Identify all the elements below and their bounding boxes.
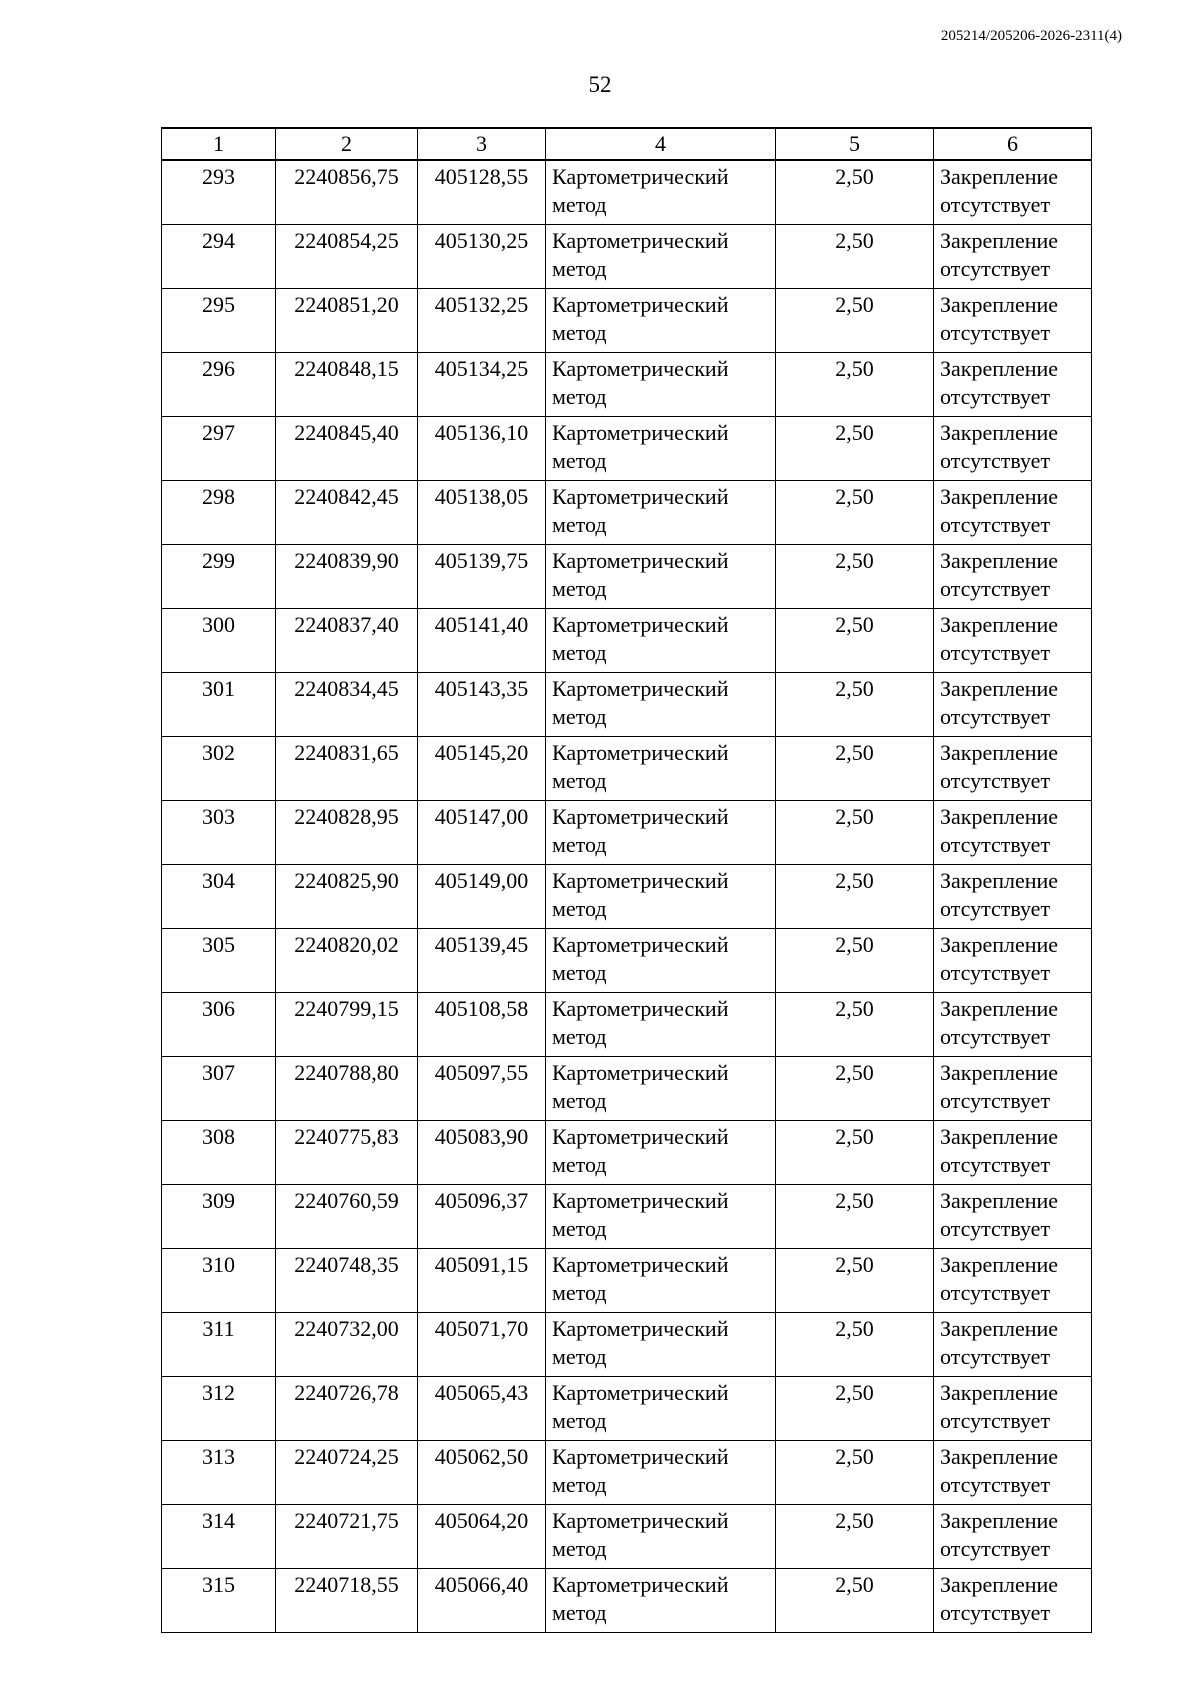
fixation-cell-line-1: Закрепление: [940, 868, 1059, 893]
coordinate-y-cell: 405143,35: [418, 673, 546, 737]
coordinate-y-cell: 405097,55: [418, 1057, 546, 1121]
fixation-cell-line-2: отсутствует: [940, 1408, 1051, 1433]
fixation-cell: [934, 1313, 1092, 1377]
table-row: [162, 1441, 1092, 1505]
table-header: [162, 128, 1092, 160]
precision-cell: 2,50: [776, 417, 934, 481]
method-cell-line-2: метод: [552, 256, 607, 281]
precision-cell: 2,50: [776, 609, 934, 673]
column-header-2: 2: [276, 128, 418, 160]
coordinate-y-cell: 405147,00: [418, 801, 546, 865]
precision-cell: 2,50: [776, 1569, 934, 1633]
method-cell: [546, 865, 776, 929]
fixation-cell: [934, 609, 1092, 673]
method-cell-line-1: Картометрический: [552, 420, 729, 445]
point-number-cell: 295: [162, 289, 276, 353]
fixation-cell-line-1: Закрепление: [940, 484, 1059, 509]
method-cell-line-1: Картометрический: [552, 868, 729, 893]
fixation-cell-line-1: Закрепление: [940, 356, 1059, 381]
fixation-cell-line-2: отсутствует: [940, 1536, 1051, 1561]
method-cell-line-2: метод: [552, 1472, 607, 1497]
point-number-cell: 304: [162, 865, 276, 929]
point-number-cell: 296: [162, 353, 276, 417]
coordinate-y-cell: 405130,25: [418, 225, 546, 289]
coordinate-x-cell: 2240721,75: [276, 1505, 418, 1569]
fixation-cell-line-2: отсутствует: [940, 832, 1051, 857]
method-cell-line-2: метод: [552, 1280, 607, 1305]
coordinate-y-cell: 405066,40: [418, 1569, 546, 1633]
fixation-cell-line-2: отсутствует: [940, 320, 1051, 345]
coordinate-y-cell: 405141,40: [418, 609, 546, 673]
point-number-cell: 293: [162, 160, 276, 225]
method-cell-line-2: метод: [552, 576, 607, 601]
coordinate-y-cell: 405149,00: [418, 865, 546, 929]
coordinate-x-cell: 2240851,20: [276, 289, 418, 353]
precision-cell: 2,50: [776, 225, 934, 289]
fixation-cell: [934, 801, 1092, 865]
coordinate-y-cell: 405071,70: [418, 1313, 546, 1377]
fixation-cell: [934, 225, 1092, 289]
coordinate-x-cell: 2240842,45: [276, 481, 418, 545]
precision-cell: 2,50: [776, 865, 934, 929]
method-cell-line-1: Картометрический: [552, 292, 729, 317]
fixation-cell-line-1: Закрепление: [940, 996, 1059, 1021]
fixation-cell: [934, 417, 1092, 481]
method-cell-line-2: метод: [552, 640, 607, 665]
method-cell-line-2: метод: [552, 1024, 607, 1049]
table-row: [162, 1057, 1092, 1121]
table-row: [162, 417, 1092, 481]
fixation-cell: [934, 1569, 1092, 1633]
coordinate-y-cell: 405083,90: [418, 1121, 546, 1185]
fixation-cell-line-1: Закрепление: [940, 676, 1059, 701]
method-cell-line-2: метод: [552, 832, 607, 857]
coordinate-y-cell: 405108,58: [418, 993, 546, 1057]
table-header-row: [162, 128, 1092, 160]
coordinate-x-cell: 2240724,25: [276, 1441, 418, 1505]
fixation-cell: [934, 1057, 1092, 1121]
table-row: [162, 1185, 1092, 1249]
point-number-cell: 309: [162, 1185, 276, 1249]
method-cell-line-1: Картометрический: [552, 1572, 729, 1597]
coordinate-y-cell: 405065,43: [418, 1377, 546, 1441]
point-number-cell: 294: [162, 225, 276, 289]
fixation-cell: [934, 545, 1092, 609]
coordinate-x-cell: 2240799,15: [276, 993, 418, 1057]
fixation-cell: [934, 673, 1092, 737]
method-cell-line-2: метод: [552, 704, 607, 729]
coordinate-x-cell: 2240834,45: [276, 673, 418, 737]
point-number-cell: 297: [162, 417, 276, 481]
table-row: [162, 1121, 1092, 1185]
method-cell-line-1: Картометрический: [552, 612, 729, 637]
method-cell: [546, 545, 776, 609]
coordinate-x-cell: 2240775,83: [276, 1121, 418, 1185]
method-cell-line-1: Картометрический: [552, 1060, 729, 1085]
coordinate-x-cell: 2240718,55: [276, 1569, 418, 1633]
method-cell: [546, 353, 776, 417]
point-number-cell: 315: [162, 1569, 276, 1633]
method-cell: [546, 801, 776, 865]
method-cell-line-2: метод: [552, 192, 607, 217]
coordinate-y-cell: 405064,20: [418, 1505, 546, 1569]
fixation-cell-line-2: отсутствует: [940, 960, 1051, 985]
point-number-cell: 303: [162, 801, 276, 865]
fixation-cell-line-1: Закрепление: [940, 740, 1059, 765]
table-row: [162, 993, 1092, 1057]
method-cell-line-1: Картометрический: [552, 164, 729, 189]
fixation-cell: [934, 1121, 1092, 1185]
fixation-cell-line-1: Закрепление: [940, 804, 1059, 829]
precision-cell: 2,50: [776, 737, 934, 801]
method-cell: [546, 1057, 776, 1121]
fixation-cell: [934, 737, 1092, 801]
page-number: 52: [588, 72, 612, 97]
method-cell-line-2: метод: [552, 960, 607, 985]
table-row: [162, 1249, 1092, 1313]
method-cell-line-1: Картометрический: [552, 484, 729, 509]
method-cell-line-1: Картометрический: [552, 996, 729, 1021]
table-row: [162, 1313, 1092, 1377]
method-cell: [546, 160, 776, 225]
precision-cell: 2,50: [776, 1185, 934, 1249]
fixation-cell-line-2: отсутствует: [940, 1600, 1051, 1625]
precision-cell: 2,50: [776, 1377, 934, 1441]
point-number-cell: 305: [162, 929, 276, 993]
method-cell: [546, 1505, 776, 1569]
precision-cell: 2,50: [776, 929, 934, 993]
table-row: [162, 225, 1092, 289]
point-number-cell: 306: [162, 993, 276, 1057]
coordinate-x-cell: 2240825,90: [276, 865, 418, 929]
method-cell: [546, 1249, 776, 1313]
method-cell: [546, 417, 776, 481]
method-cell-line-1: Картометрический: [552, 676, 729, 701]
coordinate-x-cell: 2240760,59: [276, 1185, 418, 1249]
coordinate-y-cell: 405138,05: [418, 481, 546, 545]
fixation-cell-line-1: Закрепление: [940, 420, 1059, 445]
precision-cell: 2,50: [776, 353, 934, 417]
coordinate-y-cell: 405134,25: [418, 353, 546, 417]
table-row: [162, 353, 1092, 417]
fixation-cell-line-1: Закрепление: [940, 1060, 1059, 1085]
coordinate-x-cell: 2240848,15: [276, 353, 418, 417]
method-cell-line-1: Картометрический: [552, 740, 729, 765]
document-reference: 205214/205206-2026-2311(4): [940, 28, 1122, 44]
coordinate-y-cell: 405139,45: [418, 929, 546, 993]
method-cell-line-2: метод: [552, 896, 607, 921]
fixation-cell-line-2: отсутствует: [940, 576, 1051, 601]
method-cell-line-1: Картометрический: [552, 1188, 729, 1213]
table-row: [162, 160, 1092, 225]
method-cell: [546, 737, 776, 801]
method-cell-line-2: метод: [552, 1536, 607, 1561]
table-row: [162, 673, 1092, 737]
fixation-cell: [934, 1249, 1092, 1313]
method-cell-line-1: Картометрический: [552, 1508, 729, 1533]
table-row: [162, 737, 1092, 801]
point-number-cell: 300: [162, 609, 276, 673]
method-cell-line-2: метод: [552, 1216, 607, 1241]
method-cell: [546, 1377, 776, 1441]
point-number-cell: 312: [162, 1377, 276, 1441]
fixation-cell-line-2: отсутствует: [940, 704, 1051, 729]
table-row: [162, 801, 1092, 865]
coordinate-x-cell: 2240837,40: [276, 609, 418, 673]
fixation-cell-line-1: Закрепление: [940, 548, 1059, 573]
coordinate-x-cell: 2240856,75: [276, 160, 418, 225]
table-row: [162, 865, 1092, 929]
fixation-cell-line-2: отсутствует: [940, 1216, 1051, 1241]
coordinate-y-cell: 405128,55: [418, 160, 546, 225]
fixation-cell: [934, 481, 1092, 545]
column-header-5: 5: [776, 128, 934, 160]
fixation-cell-line-1: Закрепление: [940, 292, 1059, 317]
coordinate-x-cell: 2240839,90: [276, 545, 418, 609]
fixation-cell-line-1: Закрепление: [940, 1572, 1059, 1597]
table-row: [162, 609, 1092, 673]
coordinate-x-cell: 2240788,80: [276, 1057, 418, 1121]
column-header-1: 1: [162, 128, 276, 160]
method-cell: [546, 1185, 776, 1249]
fixation-cell-line-2: отсутствует: [940, 1280, 1051, 1305]
method-cell-line-1: Картометрический: [552, 548, 729, 573]
coordinate-x-cell: 2240845,40: [276, 417, 418, 481]
coordinate-y-cell: 405096,37: [418, 1185, 546, 1249]
fixation-cell: [934, 929, 1092, 993]
coordinate-x-cell: 2240732,00: [276, 1313, 418, 1377]
precision-cell: 2,50: [776, 1121, 934, 1185]
fixation-cell-line-1: Закрепление: [940, 164, 1059, 189]
precision-cell: 2,50: [776, 1057, 934, 1121]
method-cell: [546, 225, 776, 289]
precision-cell: 2,50: [776, 481, 934, 545]
fixation-cell-line-1: Закрепление: [940, 612, 1059, 637]
fixation-cell: [934, 1377, 1092, 1441]
fixation-cell: [934, 993, 1092, 1057]
fixation-cell-line-1: Закрепление: [940, 932, 1059, 957]
fixation-cell-line-2: отсутствует: [940, 1088, 1051, 1113]
method-cell-line-1: Картометрический: [552, 1380, 729, 1405]
coordinate-y-cell: 405136,10: [418, 417, 546, 481]
table-body: [162, 160, 1092, 1633]
method-cell-line-2: метод: [552, 1152, 607, 1177]
fixation-cell-line-2: отсутствует: [940, 896, 1051, 921]
precision-cell: 2,50: [776, 1249, 934, 1313]
table-row: [162, 545, 1092, 609]
point-number-cell: 314: [162, 1505, 276, 1569]
method-cell-line-2: метод: [552, 1344, 607, 1369]
point-number-cell: 308: [162, 1121, 276, 1185]
table-row: [162, 481, 1092, 545]
method-cell-line-2: метод: [552, 512, 607, 537]
method-cell-line-2: метод: [552, 1408, 607, 1433]
fixation-cell-line-1: Закрепление: [940, 1316, 1059, 1341]
point-number-cell: 311: [162, 1313, 276, 1377]
fixation-cell: [934, 1505, 1092, 1569]
fixation-cell-line-2: отсутствует: [940, 448, 1051, 473]
coordinate-y-cell: 405139,75: [418, 545, 546, 609]
point-number-cell: 313: [162, 1441, 276, 1505]
method-cell-line-1: Картометрический: [552, 356, 729, 381]
method-cell: [546, 1121, 776, 1185]
fixation-cell-line-2: отсутствует: [940, 1152, 1051, 1177]
point-number-cell: 299: [162, 545, 276, 609]
method-cell: [546, 1313, 776, 1377]
point-number-cell: 298: [162, 481, 276, 545]
coordinate-x-cell: 2240726,78: [276, 1377, 418, 1441]
fixation-cell-line-2: отсутствует: [940, 1344, 1051, 1369]
coordinate-y-cell: 405145,20: [418, 737, 546, 801]
fixation-cell-line-1: Закрепление: [940, 228, 1059, 253]
table-row: [162, 1505, 1092, 1569]
method-cell: [546, 609, 776, 673]
fixation-cell: [934, 353, 1092, 417]
fixation-cell: [934, 160, 1092, 225]
fixation-cell: [934, 1441, 1092, 1505]
precision-cell: 2,50: [776, 160, 934, 225]
fixation-cell-line-2: отсутствует: [940, 768, 1051, 793]
method-cell-line-1: Картометрический: [552, 1124, 729, 1149]
method-cell: [546, 673, 776, 737]
fixation-cell-line-1: Закрепление: [940, 1444, 1059, 1469]
precision-cell: 2,50: [776, 673, 934, 737]
fixation-cell: [934, 1185, 1092, 1249]
fixation-cell-line-2: отсутствует: [940, 192, 1051, 217]
method-cell: [546, 289, 776, 353]
precision-cell: 2,50: [776, 1441, 934, 1505]
table-row: [162, 1569, 1092, 1633]
method-cell-line-2: метод: [552, 1088, 607, 1113]
coordinate-x-cell: 2240828,95: [276, 801, 418, 865]
fixation-cell-line-1: Закрепление: [940, 1124, 1059, 1149]
method-cell: [546, 1441, 776, 1505]
precision-cell: 2,50: [776, 1505, 934, 1569]
fixation-cell-line-2: отсутствует: [940, 1024, 1051, 1049]
fixation-cell-line-2: отсутствует: [940, 256, 1051, 281]
fixation-cell-line-1: Закрепление: [940, 1508, 1059, 1533]
method-cell-line-1: Картометрический: [552, 932, 729, 957]
method-cell-line-1: Картометрический: [552, 228, 729, 253]
fixation-cell-line-1: Закрепление: [940, 1188, 1059, 1213]
point-number-cell: 302: [162, 737, 276, 801]
method-cell: [546, 481, 776, 545]
coordinate-x-cell: 2240831,65: [276, 737, 418, 801]
table-row: [162, 929, 1092, 993]
column-header-6: 6: [934, 128, 1092, 160]
method-cell-line-2: метод: [552, 1600, 607, 1625]
method-cell-line-1: Картометрический: [552, 1444, 729, 1469]
coordinates-table: [161, 127, 1092, 1633]
method-cell-line-1: Картометрический: [552, 1316, 729, 1341]
precision-cell: 2,50: [776, 993, 934, 1057]
coordinate-y-cell: 405062,50: [418, 1441, 546, 1505]
coordinate-x-cell: 2240854,25: [276, 225, 418, 289]
precision-cell: 2,50: [776, 801, 934, 865]
point-number-cell: 307: [162, 1057, 276, 1121]
fixation-cell-line-1: Закрепление: [940, 1252, 1059, 1277]
precision-cell: 2,50: [776, 1313, 934, 1377]
method-cell: [546, 993, 776, 1057]
method-cell-line-2: метод: [552, 448, 607, 473]
method-cell-line-2: метод: [552, 768, 607, 793]
fixation-cell: [934, 289, 1092, 353]
fixation-cell-line-1: Закрепление: [940, 1380, 1059, 1405]
column-header-3: 3: [418, 128, 546, 160]
fixation-cell-line-2: отсутствует: [940, 384, 1051, 409]
method-cell-line-2: метод: [552, 320, 607, 345]
method-cell: [546, 929, 776, 993]
coordinate-x-cell: 2240820,02: [276, 929, 418, 993]
fixation-cell-line-2: отсутствует: [940, 512, 1051, 537]
method-cell-line-2: метод: [552, 384, 607, 409]
fixation-cell: [934, 865, 1092, 929]
precision-cell: 2,50: [776, 289, 934, 353]
precision-cell: 2,50: [776, 545, 934, 609]
method-cell-line-1: Картометрический: [552, 1252, 729, 1277]
coordinate-x-cell: 2240748,35: [276, 1249, 418, 1313]
fixation-cell-line-2: отсутствует: [940, 1472, 1051, 1497]
method-cell: [546, 1569, 776, 1633]
table-row: [162, 1377, 1092, 1441]
table-row: [162, 289, 1092, 353]
coordinate-y-cell: 405132,25: [418, 289, 546, 353]
coordinate-y-cell: 405091,15: [418, 1249, 546, 1313]
point-number-cell: 310: [162, 1249, 276, 1313]
column-header-4: 4: [546, 128, 776, 160]
point-number-cell: 301: [162, 673, 276, 737]
fixation-cell-line-2: отсутствует: [940, 640, 1051, 665]
method-cell-line-1: Картометрический: [552, 804, 729, 829]
